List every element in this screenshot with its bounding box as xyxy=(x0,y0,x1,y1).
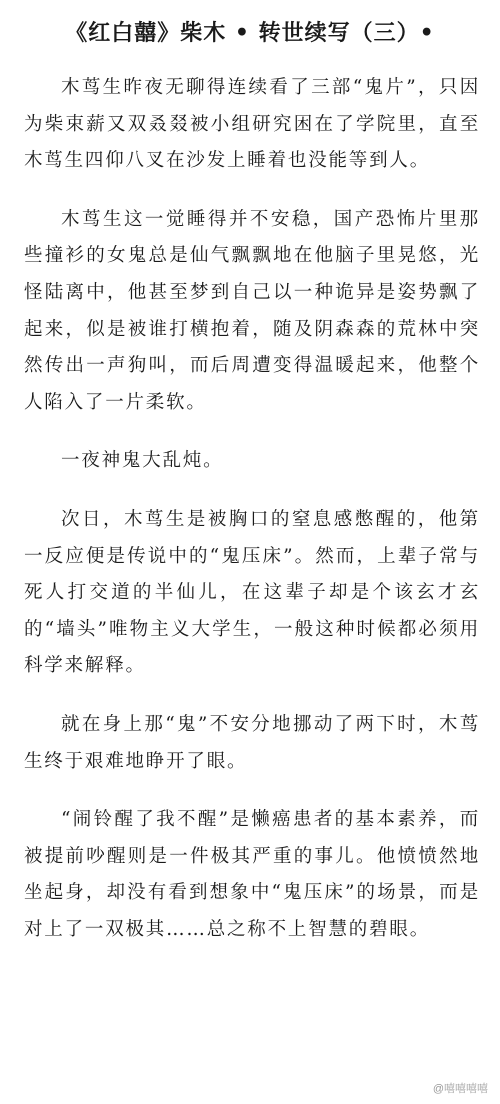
paragraph: 次日，木茑生是被胸口的窒息感憋醒的，他第一反应便是传说中的“鬼压床”。然而，上辈子常与死人打交道的半仙儿，在这辈子却是个该玄才玄的“墙头”唯物主义大学生，一般这种时候都必须用科学来解释。 xyxy=(24,508,480,677)
page-title: 《红白囍》柴木 • 转世续写（三）• xyxy=(65,20,435,46)
paragraph: “闹铃醒了我不醒”是懒癌患者的基本素养，而被提前吵醒则是一件极其严重的事儿。他愤愤然地坐起身，却没有看到想象中“鬼压床”的场景，而是对上了一双极其……总之称不上智慧的碧眼。 xyxy=(24,809,480,940)
article-body xyxy=(24,70,480,970)
paragraph: 一夜神鬼大乱炖。 xyxy=(61,450,224,472)
watermark: @嘻嘻嘻嘻 xyxy=(432,1083,488,1095)
paragraph: 木茑生昨夜无聊得连续看了三部“鬼片”，只因为柴束薪又双叒叕被小组研究困在了学院里，直至木茑生四仰八叉在沙发上睡着也没能等到人。 xyxy=(24,77,480,172)
paragraph: 就在身上那“鬼”不安分地挪动了两下时，木茑生终于艰难地睁开了眼。 xyxy=(24,713,480,772)
paragraph: 木茑生这一觉睡得并不安稳，国产恐怖片里那些撞衫的女鬼总是仙气飘飘地在他脑子里晃悠，光怪陆离中，他甚至梦到自己以一种诡异是姿势飘了起来，似是被谁打横抱着，随及阴森森的荒林中突然传出一声狗叫，而后周遭变得温暖起来，他整个人陷入了一片柔软。 xyxy=(24,208,480,413)
